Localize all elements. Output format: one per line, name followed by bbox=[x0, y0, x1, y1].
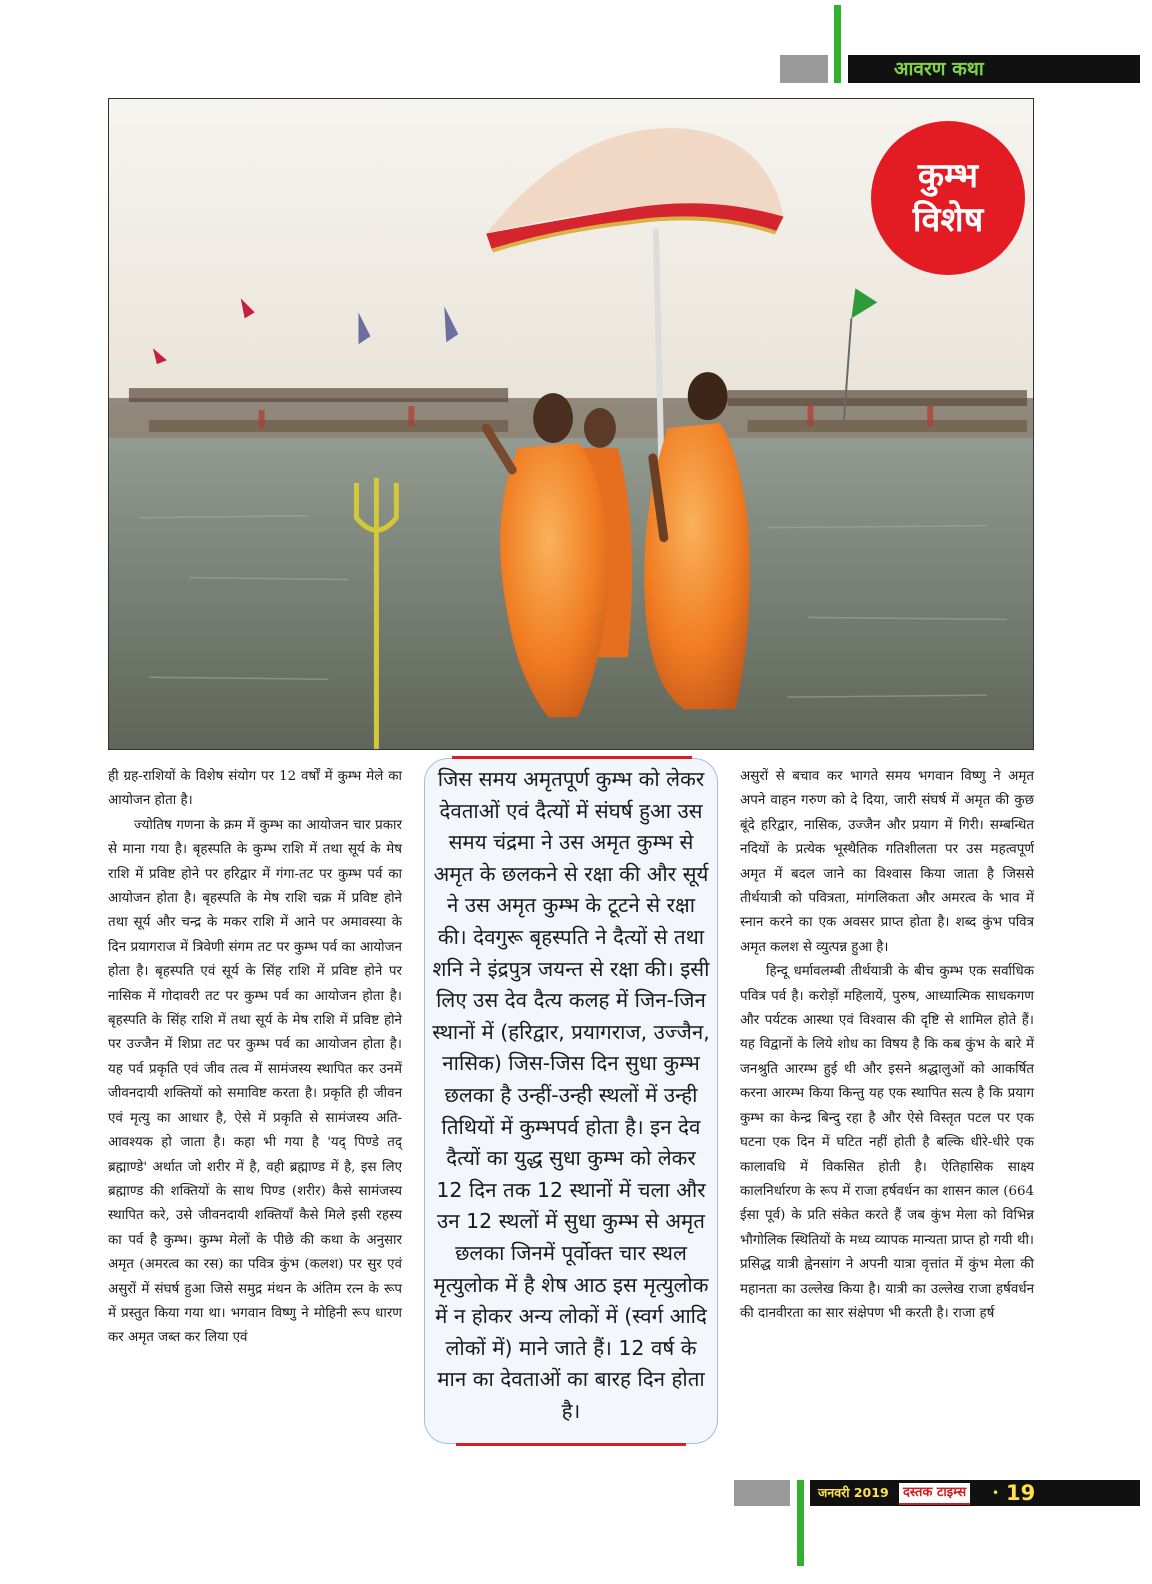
section-label: आवरण कथा bbox=[894, 58, 984, 80]
footer-separator: • bbox=[992, 1486, 1000, 1500]
header-black-band bbox=[848, 55, 1140, 83]
pull-quote-text: जिस समय अमृतपूर्ण कुम्भ को लेकर देवताओं एवं दैत्यों में संघर्ष हुआ उस समय चंद्रमा ने उस अमृत कुम्भ से अमृत के छलकने से रक्षा की और सूर्य ने उस अमृत कुम्भ के टूटने से रक्षा की। देवगुरू बृहस्पति ने दैत्यों से तथा शनि ने इंद्रपुत्र जयन्त से रक्षा की। इसी लिए उस देव दैत्य कलह में जिन-जिन स्थानों में (हरिद्वार, प्रयागराज, उज्जैन, नासिक) जिस-जिस दिन सुधा कुम्भ छलका है उन्हीं-उन्ही स्थलों में उन्ही तिथियों में कुम्भपर्व होता है। इन देव दैत्यों का युद्ध सुधा कुम्भ को लेकर 12 दिन तक 12 स्थानों में चला और उन 12 स्थलों में सुधा कुम्भ से अमृत छलका जिनमें पूर्वोक्त चार स्थल मृत्युलोक में है शेष आठ इस मृत्युलोक में न होकर अन्य लोकों में (स्वर्ग आदि लोकों में) माने जाते हैं। 12 वर्ष के मान का देवताओं का बारह दिन होता है। bbox=[432, 767, 710, 1423]
badge-text: कुम्भ विशेष bbox=[912, 156, 984, 240]
magazine-logo: दस्तक टाइम्स bbox=[899, 1483, 970, 1505]
header-green-bar bbox=[834, 5, 841, 83]
footer-green-bar bbox=[797, 1480, 804, 1566]
paragraph: असुरों से बचाव कर भागते समय भगवान विष्णु ने अमृत अपने वाहन गरुण को दे दिया, जारी संघर्ष में अमृत की कुछ बूंदे हरिद्वार, नासिक, उज्जैन और प्रयाग में गिरी। सम्बन्धित नदियों के प्रत्येक भूस्थैतिक गतिशीलता पर उस महत्वपूर्ण अमृत में बदल जाने का विश्वास किया जाता है जिससे तीर्थयात्री को पवित्रता, मांगलिकता और अमरत्व के भाव में स्नान करने का एक अवसर प्राप्त होता है। शब्द कुंभ पवित्र अमृत कलश से व्युत्पन्न हुआ है। bbox=[740, 769, 1034, 955]
footer-gray-block bbox=[734, 1480, 790, 1506]
header-gray-block bbox=[780, 55, 828, 83]
issue-date: जनवरी 2019 bbox=[818, 1485, 889, 1500]
pull-quote-rule-bottom bbox=[456, 1443, 686, 1446]
kumbh-special-badge bbox=[871, 121, 1025, 275]
page-number: 19 bbox=[1006, 1481, 1036, 1505]
paragraph: हिन्दू धर्मावलम्बी तीर्थयात्री के बीच कुम्भ एक सर्वाधिक पवित्र पर्व है। करोड़ों महिलायें, पुरुष, आध्यात्मिक साधकगण और पर्यटक आस्था एवं विश्वास की दृष्टि से शामिल होते हैं। यह विद्वानों के लिये शोध का विषय है कि कब कुंभ के बारे में जनश्रुति आरम्भ हुई थी और इसने श्रद्धालुओं को आकर्षित करना आरम्भ किया किन्तु यह एक स्थापित सत्य है कि प्रयाग कुम्भ का केन्द्र बिन्दु रहा है और ऐसे विस्तृत पटल पर एक घटना एक दिन में घटित नहीं होती है बल्कि धीरे-धीरे एक कालावधि में विकसित होती है। ऐतिहासिक साक्ष्य कालनिर्धारण के रूप में राजा हर्षवर्धन का शासन काल (664 ईसा पूर्व) के प्रति संकेत करते हैं जब कुंभ मेला को विभिन्न भौगोलिक स्थितियों के मध्य व्यापक मान्यता प्राप्त हो गयी थी। प्रसिद्ध यात्री ह्वेनसांग ने अपनी यात्रा वृत्तांत में कुंभ मेला की महानता का उल्लेख किया है। यात्री का उल्लेख राजा हर्षवर्धन की दानवीरता का सार संक्षेपण भी करती है। राजा हर्ष bbox=[740, 964, 1034, 1321]
paragraph: ज्योतिष गणना के क्रम में कुम्भ का आयोजन चार प्रकार से माना गया है। बृहस्पति के कुम्भ राशि में तथा सूर्य के मेष राशि में प्रविष्ट होने पर हरिद्वार में गंगा-तट पर कुम्भ पर्व का आयोजन होता है। बृहस्पति के मेष राशि चक्र में प्रविष्ट होने तथा सूर्य और चन्द्र के मकर राशि में आने पर अमावस्या के दिन प्रयागराज में त्रिवेणी संगम तट पर कुम्भ पर्व का आयोजन होता है। बृहस्पति एवं सूर्य के सिंह राशि में प्रविष्ट होने पर नासिक में गोदावरी तट पर कुम्भ पर्व का आयोजन होता है। बृहस्पति के सिंह राशि में तथा सूर्य के मेष राशि में प्रविष्ट होने पर उज्जैन में शिप्रा तट पर कुम्भ पर्व का आयोजन होता है। यह पर्व प्रकृति एवं जीव तत्व में सामंजस्य स्थापित कर उनमें जीवनदायी शक्तियों को समाविष्ट करता है। प्रकृति ही जीवन एवं मृत्यु का आधार है, ऐसे में प्रकृति से सामंजस्य अति-आवश्यक हो जाता है। कहा भी गया है 'यद् पिण्डे तद् ब्रह्माण्डे' अर्थात जो शरीर में है, वही ब्रह्माण्ड में है, इस लिए ब्रह्माण्ड की शक्तियों के साथ पिण्ड (शरीर) कैसे सामंजस्य स्थापित करे, उसे जीवनदायी शक्तियाँ कैसे मिले इसी रहस्य का पर्व है कुम्भ। कुम्भ मेलों के पीछे की कथा के अनुसार अमृत (अमरत्व का रस) का पवित्र कुंभ (कलश) पर सुर एवं असुरों में संघर्ष हुआ जिसे समुद्र मंथन के अंतिम रत्न के रूप में प्रस्तुत किया गया था। भगवान विष्णु ने मोहिनी रूप धारण कर अमृत जब्त कर लिया एवं bbox=[108, 817, 402, 1346]
paragraph: ही ग्रह-राशियों के विशेष संयोग पर 12 वर्षों में कुम्भ मेले का आयोजन होता है। bbox=[108, 769, 402, 809]
pull-quote-rule-top bbox=[452, 756, 692, 759]
article-column-right bbox=[740, 765, 1034, 1326]
article-column-left bbox=[108, 765, 402, 1351]
